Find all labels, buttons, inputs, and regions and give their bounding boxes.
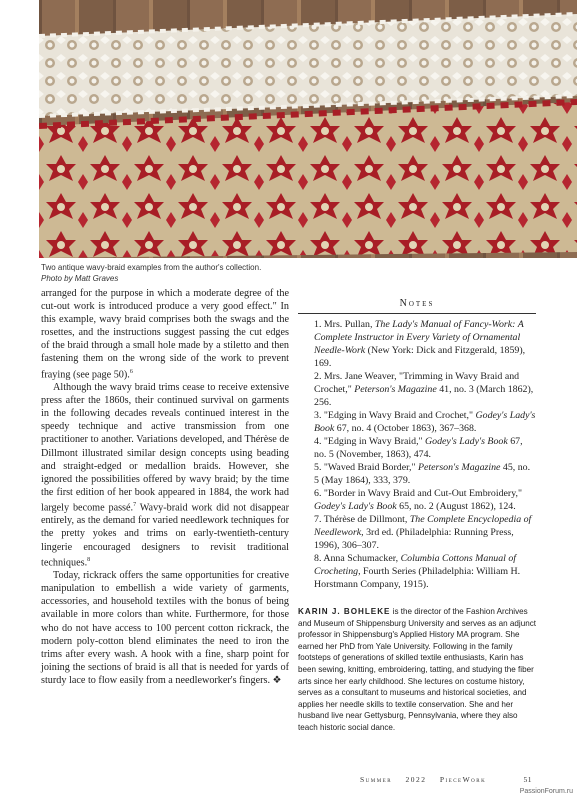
footer-year: 2022 [405, 775, 427, 784]
note-number: 3. [314, 410, 322, 421]
note-item [298, 487, 536, 513]
footnote-ref-8: 8 [87, 556, 91, 563]
note-title: Peterson's Magazine [354, 384, 437, 395]
footer-magazine: PieceWork [439, 775, 487, 784]
note-text: Mrs. Jane Weaver, "Trimming in Wavy Braid and Crochet," [314, 371, 520, 395]
photo-credit: Photo by Matt Graves [41, 273, 119, 283]
note-item [298, 513, 536, 552]
body-paragraph-3 [41, 569, 289, 687]
note-text: , Fourth Series (Philadelphia: William H. Horstmann Company, 1915). [314, 566, 521, 590]
end-mark-icon: ❖ [272, 674, 282, 686]
note-text: , 3rd ed. (Philadelphia: Running Press, 1996), 306–307. [314, 527, 514, 551]
watermark: PassionForum.ru [519, 788, 573, 795]
note-item [298, 409, 536, 435]
body-paragraph-3-text: Today, rickrack offers the same opportunities for creative manipulation to embellish a wide variety of garments, accessories, and household textiles with the bonus of being available in more colors than white. Furthermore, for those who do not have access to 100 percent cotton rickrack, the modern poly-cotton blend eliminates the need to iron the trims after every wash. A hook with a fine, sharp point for joining the sections of braid is all that is needed for yards of sturdy lace to flow easily from a needleworker's fingers. [41, 570, 289, 686]
note-text: "Border in Wavy Braid and Cut-Out Embroidery," [323, 488, 523, 499]
note-number: 5. [314, 462, 322, 473]
notes-list [298, 318, 536, 591]
note-text: Anna Schumacker, [323, 553, 401, 564]
lace-illustration [39, 0, 577, 258]
body-paragraph-2-text-b: Wavy-braid work did not disappear entirely, as the demand for varied needlework techniques for the pretty yokes and trims on early-twentieth-century lingerie encouraged designers to revisit traditional techniques. [41, 502, 290, 569]
photo-caption [41, 263, 291, 284]
note-text: (New York: Dick and Fitzgerald, 1859), 169. [314, 345, 526, 369]
note-text: 45, no. 5 (May 1864), 333, 379. [314, 462, 531, 486]
note-text: "Edging in Wavy Braid and Crochet," [323, 410, 476, 421]
note-text: Mrs. Pullan, [323, 319, 375, 330]
page-footer [360, 775, 540, 784]
note-item [298, 318, 536, 370]
note-text: "Edging in Wavy Braid," [323, 436, 426, 447]
body-paragraph-1-text: arranged for the purpose in which a moderate degree of the cut-out work is introduced produce a very good effect." In this example, wavy braid comprises both the swags and the rosettes, and the instructions suggest passing the cut edges of the braid through a small hole made by a stiletto and then fastening them on the wrong side of the work to prevent fraying (see page 50). [41, 288, 289, 380]
note-text: 67, no. 5 (November, 1863), 474. [314, 436, 523, 460]
footnote-ref-7: 7 [133, 501, 137, 508]
page-number: 51 [523, 775, 532, 784]
body-paragraph-1 [41, 287, 289, 381]
note-title: Godey's Lady's Book [314, 410, 536, 434]
note-number: 2. [314, 371, 322, 382]
article-body [41, 287, 289, 687]
note-text: Thérèse de Dillmont, [323, 514, 410, 525]
footer-season: Summer [360, 775, 393, 784]
body-paragraph-2 [41, 381, 289, 569]
note-text: 41, no. 3 (March 1862), 256. [314, 384, 534, 408]
note-item [298, 370, 536, 409]
note-title: Peterson's Magazine [417, 462, 501, 473]
author-bio [298, 606, 538, 734]
note-number: 7. [314, 514, 322, 525]
note-text: 67, no. 4 (October 1863), 367–368. [334, 423, 477, 434]
caption-text: Two antique wavy-braid examples from the author's collection. [41, 263, 262, 272]
note-text: "Waved Braid Border," [323, 462, 418, 473]
note-text: 65, no. 2 (August 1862), 124. [396, 501, 516, 512]
notes-rule [298, 313, 536, 314]
footnote-ref-6: 6 [129, 368, 133, 375]
note-title: The Lady's Manual of Fancy-Work: A Complete Instructor in Every Variety of Ornamental Needle-Work [314, 319, 524, 356]
note-number: 4. [314, 436, 322, 447]
note-item [298, 461, 536, 487]
author-bio-text: is the director of the Fashion Archives and Museum of Shippensburg University and serves as an adjunct professor in Shippensburg's Applied History MA program. She earned her PhD from Yale University. Following in the family footsteps of generations of skilled textile enthusiasts, Karin has been sewing, knitting, embroidering, tatting, and studying the fiber arts since her early childhood. She lectures on costume history, serves as a consultant to museums and historical societies, and applies her needle skills to textile conservation. She and her husband live near Gettysburg, Pennsylvania, where they also teach historic social dance. [298, 607, 536, 732]
note-title: Godey's Lady's Book [314, 501, 397, 512]
note-title: Godey's Lady's Book [425, 436, 508, 447]
notes-heading: Notes [399, 298, 435, 309]
note-title: Columbia Cottons Manual of Crocheting [314, 553, 517, 577]
note-item [298, 552, 536, 591]
notes-section [298, 298, 536, 591]
note-number: 1. [314, 319, 322, 330]
body-paragraph-2-text-a: Although the wavy braid trims cease to receive extensive press after the 1860s, their continued survival on garments in the following decades reveals continued interest in the speedy technique and active transmission from one practitioner to another. Variations developed, and Thérèse de Dillmont illustrated similar design concepts using beading and straight-edged or medallion braids. However, she ignored the possibilities offered by wavy braid; by the time the first edition of her book appeared in 1884, the work had largely become passé. [41, 382, 289, 514]
lace-photo [39, 0, 577, 258]
note-title: The Complete Encyclopedia of Needlework [314, 514, 532, 538]
note-number: 6. [314, 488, 322, 499]
author-name: KARIN J. BOHLEKE [298, 607, 391, 616]
note-number: 8. [314, 553, 322, 564]
note-item [298, 435, 536, 461]
